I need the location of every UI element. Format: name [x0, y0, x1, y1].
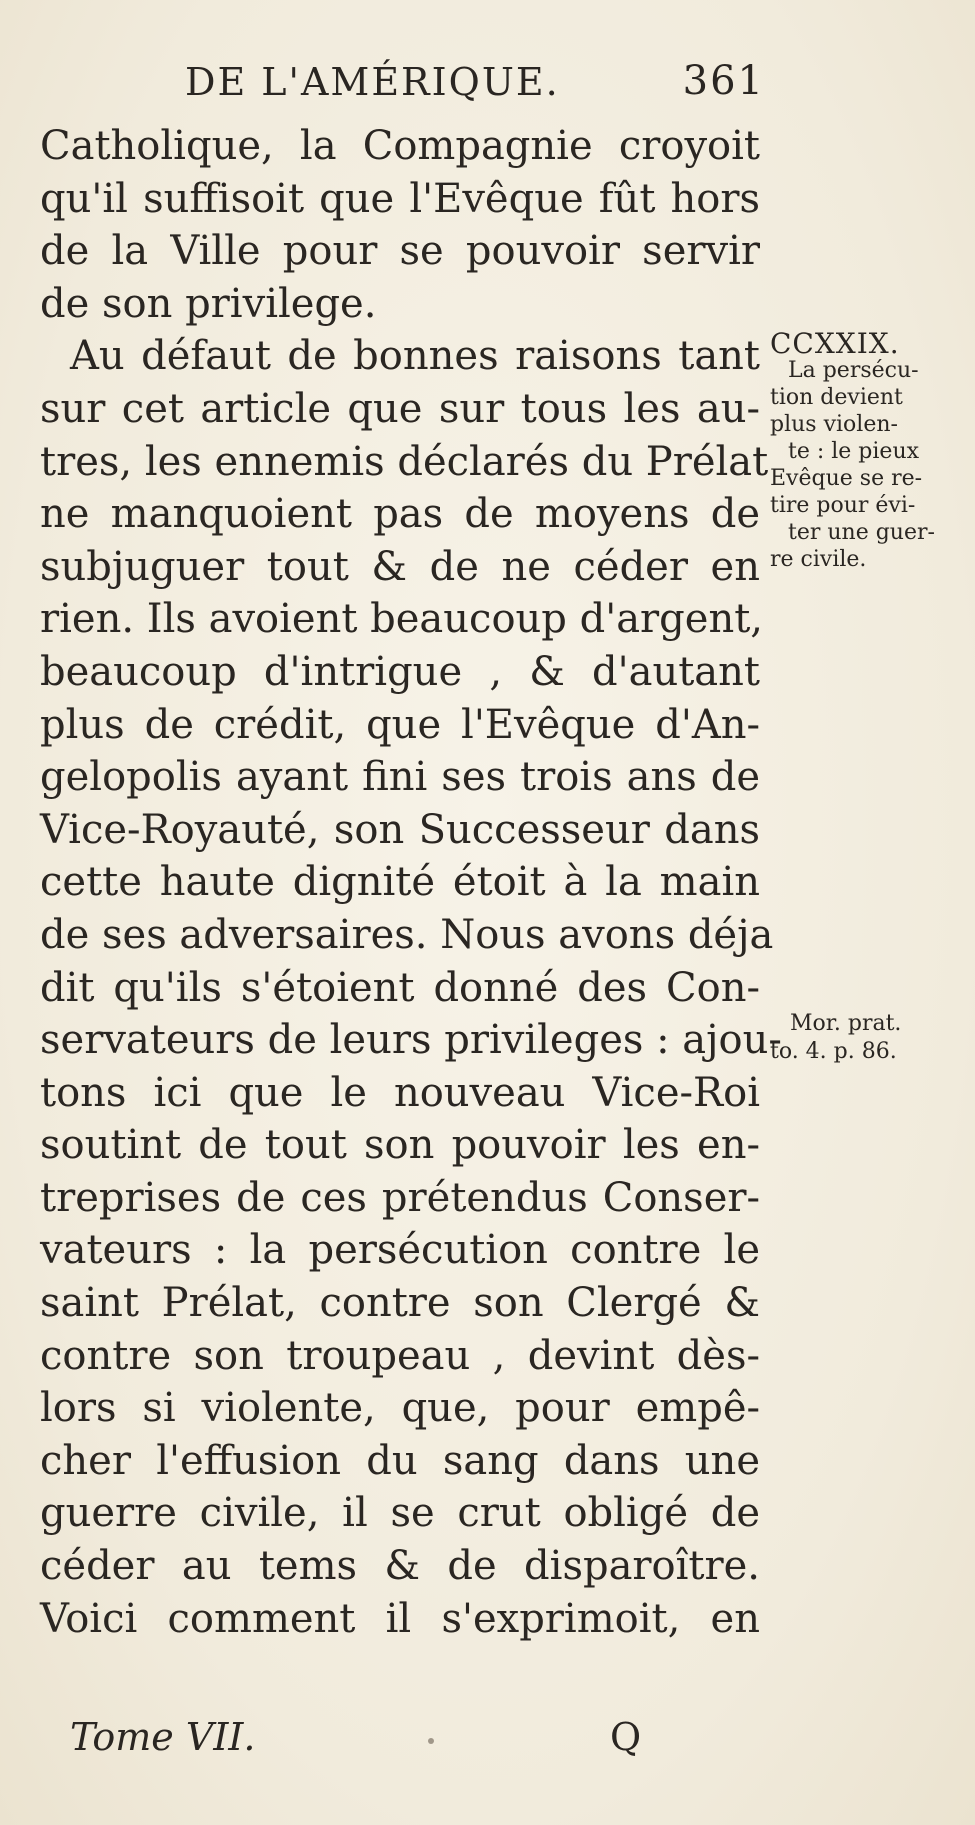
text-line: rien. Ils avoient beaucoup d'argent,	[40, 596, 764, 643]
text-line: Voici comment il s'exprimoit, en	[40, 1595, 760, 1642]
text-line: servateurs de leurs privileges : ajou-	[40, 1017, 782, 1064]
margin-note-line: plus violen-	[770, 412, 898, 437]
text-line: lors si violente, que, pour empê-	[40, 1385, 760, 1432]
text-line: céder au tems & de disparoître.	[40, 1543, 760, 1590]
margin-note-line: La persécu-	[788, 358, 919, 383]
margin-note-line: ter une guer-	[788, 520, 935, 545]
text-line: contre son troupeau , devint dès-	[40, 1332, 760, 1379]
text-line: de la Ville pour se pouvoir servir	[40, 228, 760, 275]
text-line: guerre civile, il se crut obligé de	[40, 1490, 760, 1537]
ink-speck	[428, 1738, 434, 1744]
margin-note-line: re civile.	[770, 547, 867, 572]
text-line: ne manquoient pas de moyens de	[40, 491, 760, 538]
volume-label: Tome VII.	[70, 1715, 256, 1759]
page-footer	[70, 1715, 670, 1765]
margin-note-reference	[770, 1010, 970, 1066]
text-line: cette haute dignité étoit à la main	[40, 859, 760, 906]
text-line: Au défaut de bonnes raisons tant	[70, 333, 760, 380]
text-line: vateurs : la persécution contre le	[40, 1227, 760, 1274]
text-line: Catholique, la Compagnie croyoit	[40, 123, 760, 169]
text-line: soutint de tout son pouvoir les en-	[40, 1122, 760, 1169]
text-line: qu'il suffisoit que l'Evêque fût hors	[40, 175, 760, 222]
text-line: de ses adversaires. Nous avons déja	[40, 911, 774, 958]
signature-mark: Q	[610, 1715, 642, 1759]
page-number: 361	[682, 58, 765, 104]
margin-note-summary	[770, 327, 970, 573]
running-head	[185, 60, 765, 116]
text-line: cher l'effusion du sang dans une	[40, 1437, 760, 1484]
text-line: dit qu'ils s'étoient donné des Con-	[40, 964, 760, 1011]
margin-note-line: to. 4. p. 86.	[770, 1039, 897, 1064]
text-line: plus de crédit, que l'Evêque d'An-	[40, 701, 760, 748]
margin-note-line: tion devient	[770, 385, 903, 410]
margin-note-line: te : le pieux	[788, 439, 920, 464]
text-line: gelopolis ayant fini ses trois ans de	[40, 754, 760, 801]
margin-note-line: tire pour évi-	[770, 493, 916, 518]
margin-note-line: Mor. prat.	[790, 1011, 902, 1036]
text-line: sur cet article que sur tous les au-	[40, 385, 760, 432]
margin-note-number: CCXXIX.	[770, 327, 900, 360]
text-line: tons ici que le nouveau Vice-Roi	[40, 1069, 760, 1116]
text-line: beaucoup d'intrigue , & d'autant	[40, 648, 760, 695]
running-head-title: DE L'AMÉRIQUE.	[185, 60, 560, 104]
text-line: tres, les ennemis déclarés du Prélat	[40, 438, 769, 485]
text-line: Vice-Royauté, son Successeur dans	[40, 806, 760, 853]
margin-note-line: Evêque se re-	[770, 466, 923, 491]
text-line: treprises de ces prétendus Conser-	[40, 1174, 760, 1221]
text-line: saint Prélat, contre son Clergé &	[40, 1280, 760, 1327]
body-text	[40, 120, 782, 1645]
text-line: subjuguer tout & de ne céder en	[40, 543, 760, 590]
text-line: de son privilege.	[40, 280, 377, 327]
